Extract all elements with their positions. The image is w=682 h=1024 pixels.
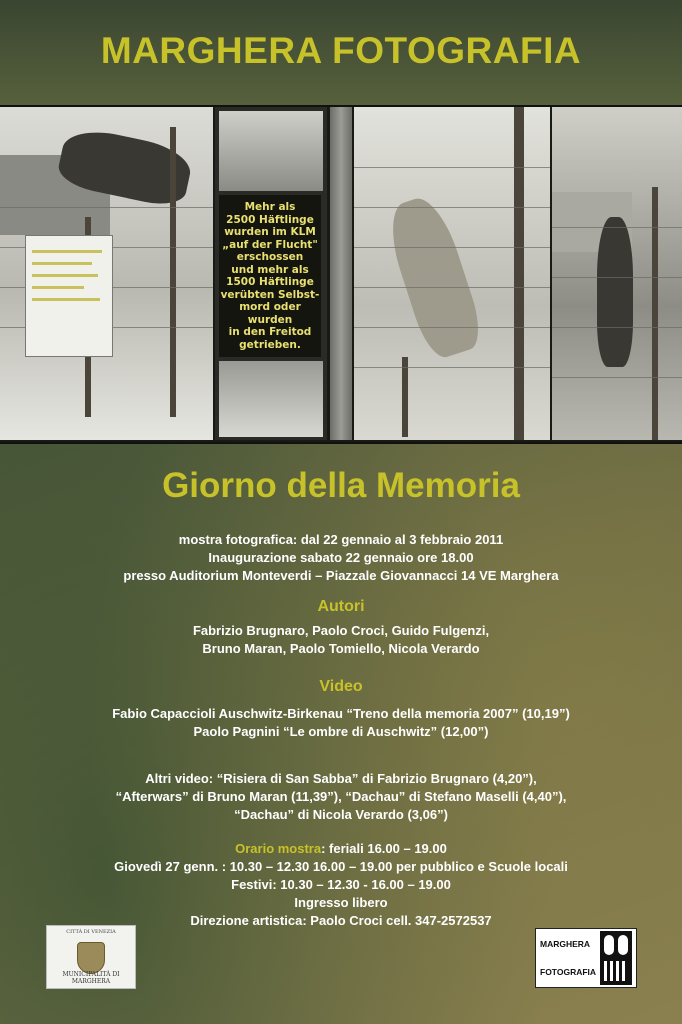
author-line: Fabrizio Brugnaro, Paolo Croci, Guido Fulgenzi, — [192, 623, 490, 638]
other-videos — [0, 770, 682, 824]
schedule-line: Festivi: 10.30 – 12.30 - 16.00 – 19.00 — [231, 877, 451, 892]
sign-line: in den Freitod — [228, 326, 312, 338]
event-title: Giorno della Memoria — [162, 466, 520, 505]
crest-icon — [77, 942, 105, 974]
schedule-line: Direzione artistica: Paolo Croci cell. 347-2572537 — [190, 913, 492, 928]
info-line: mostra fotografica: dal 22 gennaio al 3 febbraio 2011 — [178, 532, 504, 547]
sign-line: wurden im KLM — [224, 226, 316, 238]
video-line: Fabio Capaccioli Auschwitz-Birkenau “Treno della memoria 2007” (10,19”) — [112, 706, 570, 721]
event-info — [0, 531, 682, 585]
sign-line: getrieben. — [239, 338, 301, 351]
photo-fence-barracks — [0, 107, 213, 440]
logo-word-2: FOTOGRAFIA — [540, 967, 597, 977]
marghera-fotografia-logo — [535, 928, 637, 988]
municipality-logo — [46, 925, 136, 989]
memorial-sign — [219, 195, 321, 357]
schedule-line: Giovedì 27 genn. : 10.30 – 12.30 16.00 – 19.00 per pubblico e Scuole locali — [114, 859, 568, 874]
photo-ground-figure — [219, 361, 323, 437]
frame-divider — [330, 107, 352, 440]
video-list — [0, 705, 682, 741]
fence-post — [402, 357, 408, 437]
other-video-line: “Dachau” di Nicola Verardo (3,06”) — [234, 807, 448, 822]
photo-figure-on-wire — [354, 107, 550, 440]
schedule-hours — [0, 840, 682, 858]
logo-caption: MUNICIPALITÀ DI MARGHERA — [62, 971, 120, 985]
other-video-line: “Afterwars” di Bruno Maran (11,39”), “Dachau” di Stefano Maselli (4,40”), — [115, 789, 567, 804]
film-reel-icon — [600, 931, 632, 985]
schedule-label: Orario mostra — [235, 841, 322, 856]
page-title: MARGHERA FOTOGRAFIA — [100, 30, 582, 71]
photo-figure-climbing — [552, 107, 682, 440]
photo-collage — [0, 105, 682, 444]
sign-line: erschossen — [236, 251, 304, 263]
other-video-line: Altri video: “Risiera di San Sabba” di Fabrizio Brugnaro (4,20”), — [145, 771, 537, 786]
fence-post — [652, 187, 658, 440]
document-board — [25, 235, 113, 357]
sign-line: 2500 Häftlinge — [226, 213, 314, 226]
schedule-line: Ingresso libero — [294, 895, 388, 910]
sign-line: verübten Selbst- — [220, 288, 320, 301]
sign-line: mord oder wurden — [239, 301, 301, 326]
schedule — [0, 840, 682, 930]
sign-line: 1500 Häftlinge — [226, 276, 314, 288]
fence-post — [514, 107, 524, 440]
photo-sign-panel — [215, 107, 327, 440]
schedule-weekday-hours: : feriali 16.00 – 19.00 — [321, 841, 447, 856]
video-line: Paolo Pagnini “Le ombre di Auschwitz” (12,00”) — [193, 724, 489, 739]
sign-line: „auf der Flucht" — [222, 238, 318, 251]
sign-line: und mehr als — [231, 263, 309, 276]
info-line: Inaugurazione sabato 22 gennaio ore 18.00 — [208, 550, 474, 565]
info-line: presso Auditorium Monteverdi – Piazzale Giovannacci 14 VE Marghera — [123, 568, 559, 583]
logo-city-text: CITTÀ DI VENEZIA — [66, 929, 116, 935]
photo-figure-wire — [219, 111, 323, 191]
author-line: Bruno Maran, Paolo Tomiello, Nicola Verardo — [202, 641, 480, 656]
fence-post — [170, 127, 176, 417]
figure-climbing — [597, 217, 633, 367]
authors-heading: Autori — [317, 598, 365, 615]
figure-on-fence — [381, 192, 488, 363]
sign-line: Mehr als — [244, 201, 296, 213]
logo-word-1: MARGHERA — [540, 939, 591, 949]
authors-list — [0, 622, 682, 658]
video-heading: Video — [319, 678, 363, 695]
